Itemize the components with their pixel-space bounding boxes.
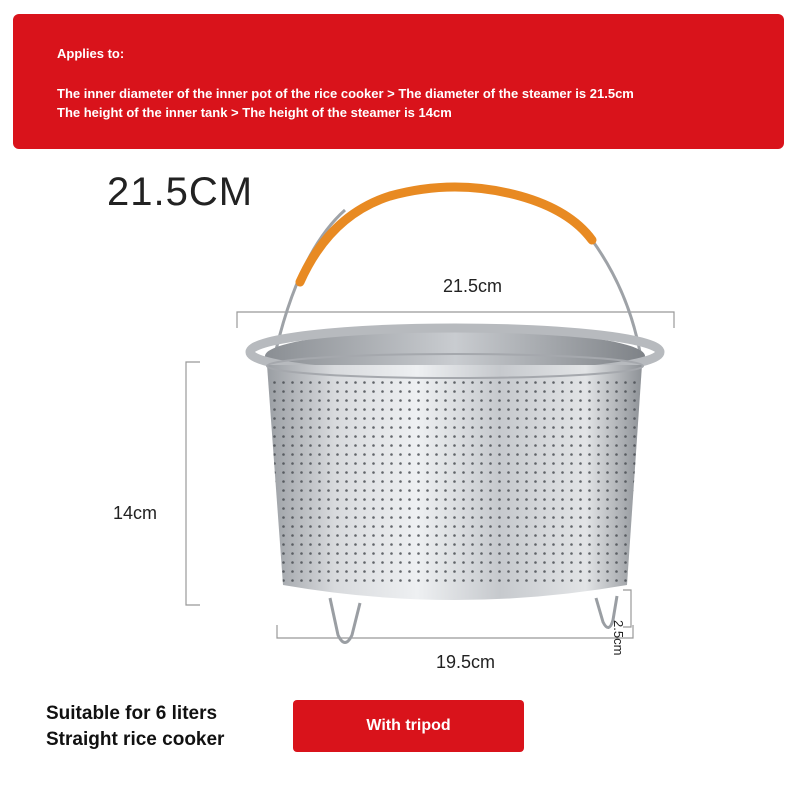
perforated-pattern [260, 380, 650, 585]
banner-line-diameter: The inner diameter of the inner pot of the rice cooker > The diameter of the steamer is 21.5cm [57, 86, 634, 101]
with-tripod-badge: With tripod [293, 700, 524, 752]
bottom-dimension-line [277, 625, 633, 638]
banner-heading: Applies to: [57, 46, 125, 61]
suitable-line-capacity: Suitable for 6 liters [46, 703, 218, 724]
suitable-line-type: Straight rice cooker [46, 729, 225, 750]
tripod-leg-left [330, 598, 360, 643]
suitable-text [46, 701, 224, 753]
height-label: 14cm [113, 503, 158, 523]
banner-line-height: The height of the inner tank > The height of the steamer is 14cm [57, 105, 452, 120]
bottom-diameter-label: 19.5cm [436, 652, 496, 672]
height-dimension-line [186, 362, 200, 605]
handle-grip [300, 187, 592, 282]
size-title: 21.5CM [107, 170, 254, 214]
top-diameter-label: 21.5cm [443, 276, 503, 296]
leg-height-label: 2.5cm [611, 620, 626, 656]
